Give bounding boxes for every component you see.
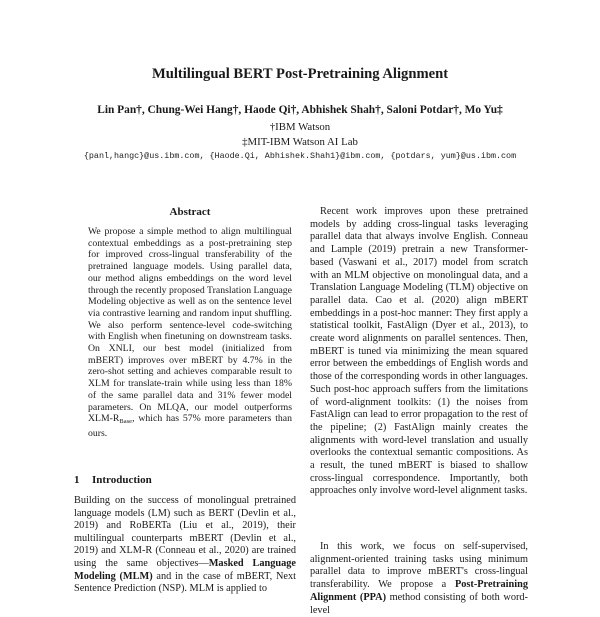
section-title: Introduction — [92, 474, 152, 486]
right-column-paragraph-2 — [310, 541, 528, 617]
right-p2-text-a: In this work, we focus on self-supervised, alignment-oriented training tasks using minimum parallel data to improve mBERT's cross-lingual transferability. We propose a — [310, 541, 528, 591]
intro-bold-term: Masked Language Modeling (MLM) — [74, 557, 296, 582]
abstract-text-main: We propose a simple method to align multilingual contextual embeddings as a post-pretraining step for improved cross-lingual transferability of the pretrained language models. Using parallel data, our method aligns embeddings on the word level through the recently proposed Translation Language Modeling objective as well as on the sentence level via contrastive learning and random input shuffling. We also perform sentence-level code-switching with English when finetuning on downstream tasks. On XNLI, our best model (initialized from mBERT) improves over mBERT by 4.7% in the zero-shot setting and achieves comparable result to XLM for translate-train while using less than 18% of the same parallel data and 31% fewer model parameters. On MLQA, our model outperforms XLM-R — [88, 226, 292, 425]
author-emails: {panl,hangc}@us.ibm.com, {Haode.Qi, Abhishek.Shah1}@ibm.com, {potdars, yum}@us.ibm.com — [83, 151, 517, 161]
affiliation-ibm: †IBM Watson — [269, 121, 331, 133]
abstract-subscript: Base — [119, 418, 133, 426]
abstract-text-end: , which has 57% more parameters than ours. — [88, 413, 292, 439]
affiliation-mit-ibm: ‡MIT-IBM Watson AI Lab — [242, 136, 358, 148]
paper-title: Multilingual BERT Post-Pretraining Alignment — [151, 66, 449, 82]
intro-text-a: Building on the success of monolingual pretrained language models (LM) such as BERT (Devlin et al., 2019) and RoBERTa (Liu et al., 2019), their multilingual counterparts mBERT (Devlin et al., 2019) and XLM-R (Conneau et al., 2020) are trained using the same objectives— — [74, 495, 296, 569]
introduction-paragraph — [74, 495, 296, 596]
right-p2-text-b: method consisting of both word-level — [310, 591, 528, 616]
intro-text-b: and in the case of mBERT, Next Sentence Prediction (NSP). MLM is applied to — [74, 570, 296, 595]
right-column-paragraph-1: Recent work improves upon these pretrained models by adding cross-lingual tasks leveraging parallel data that always involve English. Conneau and Lample (2019) pretrain a new Transformer-based (Vaswani et al., 2017) model from scratch with an MLM objective on monolingual data, and a Translation Language Modeling (TLM) objective on parallel data. Cao et al. (2020) align mBERT embeddings in a post-hoc manner: They first apply a statistical toolkit, FastAlign (Dyer et al., 2013), to create word alignments on parallel sentences. Then, mBERT is tuned via minimizing the mean squared error between the embeddings of English words and those of the corresponding words in other languages. Such post-hoc approach suffers from the limitations of word-alignment toolkits: (1) the noises from FastAlign can lead to error propagation to the rest of the pipeline; (2) FastAlign mainly creates the alignments with word-level translation and usually overlooks the contextual semantic compositions. As a result, the tuned mBERT is biased to shallow cross-lingual correspondence. Importantly, both approaches only involve word-level alignment tasks. — [310, 206, 528, 497]
section-number: 1 — [74, 474, 80, 486]
section-heading-introduction — [74, 474, 306, 486]
abstract-body — [88, 226, 292, 440]
author-list: Lin Pan†, Chung-Wei Hang†, Haode Qi†, Abhishek Shah†, Saloni Potdar†, Mo Yu‡ — [97, 104, 503, 116]
abstract-heading: Abstract — [169, 206, 211, 218]
right-p2-bold-term: Post-Pretraining Alignment (PPA) — [310, 579, 528, 603]
